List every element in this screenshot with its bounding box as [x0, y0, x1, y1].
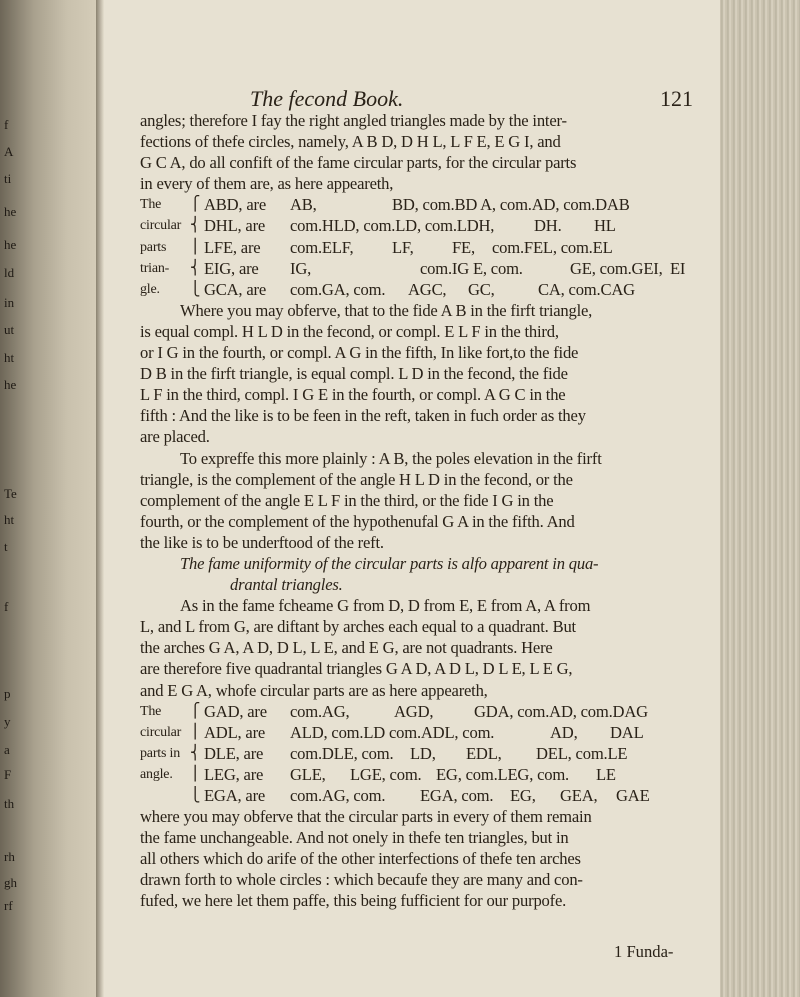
table-cell: EDL, [466, 743, 502, 763]
table-cell: com.HLD, com.LD, com.LDH, [290, 216, 495, 236]
table-cell: AGC, [408, 279, 447, 299]
table-cell: GDA, com.AD, com.DAG [474, 701, 648, 721]
text-line: the fame unchangeable. And not onely in thefe ten triangles, but in [140, 828, 569, 848]
table-cell: LF, [392, 237, 414, 257]
margin-fragment: rf [4, 898, 13, 913]
table-cell: AD, [550, 722, 578, 742]
table-cell: ADL, are [204, 722, 266, 742]
table-cell: GAD, are [204, 701, 267, 721]
table-cell: IG, [290, 258, 312, 278]
table-cell: DLE, are [204, 743, 264, 763]
text-line: To expreffe this more plainly : A B, the poles elevation in the firft [180, 448, 602, 468]
margin-fragment: Te [4, 486, 17, 501]
margin-fragment: th [4, 796, 15, 811]
text-line: fourth, or the complement of the hypothenufal G A in the fifth. And [140, 511, 575, 531]
text-line: is equal compl. H L D in the fecond, or compl. E L F in the third, [140, 321, 559, 341]
table-label: The [140, 197, 162, 213]
table-cell: GCA, are [204, 279, 266, 299]
margin-fragment: he [4, 237, 17, 252]
circular-parts-table-1 [140, 194, 700, 299]
table-label: trian- [140, 260, 170, 276]
table-label: parts [140, 239, 167, 255]
text-line: L, and L from G, are diftant by arches each equal to a quadrant. But [140, 617, 576, 637]
text-line: the arches G A, A D, D L, L E, and E G, are not quadrants. Here [140, 638, 553, 658]
text-line: fufed, we here let them paffe, this being fufficient for our purpofe. [140, 891, 567, 911]
margin-fragment: F [4, 767, 12, 782]
text-line: drawn forth to whole circles : which becaufe they are many and con- [140, 870, 583, 890]
table-label: circular [140, 218, 182, 234]
margin-fragment: ht [4, 512, 15, 527]
table-cell: com.DLE, com. [290, 743, 394, 763]
margin-fragment: ht [4, 350, 15, 365]
table-label: gle. [140, 281, 160, 297]
text-line: G C A, do all confift of the fame circular parts, for the circular parts [140, 153, 577, 173]
table-cell: GE, com.GEI, [570, 258, 663, 278]
table-row [140, 764, 700, 785]
table-cell: FE, [452, 237, 475, 257]
text-line: all others which do arife of the other interfections of thefe ten arches [140, 849, 581, 869]
text-line: in every of them are, as here appeareth, [140, 174, 394, 194]
text-line: where you may obferve that the circular parts in every of them remain [140, 807, 592, 827]
table-row [140, 785, 700, 806]
brace: ⎨ [190, 260, 201, 276]
table-cell: CA, com.CAG [538, 279, 635, 299]
table-label: parts in [140, 745, 181, 761]
table-cell: ALD, com.LD com.ADL, com. [290, 722, 495, 742]
table-cell: DHL, are [204, 216, 266, 236]
table-cell: com.IG E, com. [420, 258, 523, 278]
text-line: The fame uniformity of the circular parts is alfo apparent in qua- [180, 553, 599, 573]
page-number: 121 [660, 86, 693, 111]
table-row [140, 722, 700, 743]
table-cell: ABD, are [204, 195, 266, 215]
margin-fragment: A [4, 144, 14, 159]
table-cell: DH. [534, 216, 562, 236]
table-row [140, 215, 700, 236]
table-cell: GEA, [560, 786, 598, 805]
catchword: 1 Funda- [614, 942, 674, 961]
table-row [140, 258, 700, 279]
brace: ⎧ [190, 703, 201, 719]
table-cell: EIG, are [204, 258, 259, 278]
margin-fragment: f [4, 117, 9, 132]
text-line: triangle, is the complement of the angle H L D in the fecond, or the [140, 469, 573, 489]
table-cell: LGE, com. [350, 764, 422, 784]
brace: ⎪ [190, 766, 201, 782]
table-label: circular [140, 724, 182, 740]
table-label [140, 785, 190, 806]
table-cell: com.AG, [290, 701, 350, 721]
brace: ⎪ [190, 239, 201, 255]
margin-fragment: in [4, 295, 15, 310]
text-line: angles; therefore I fay the right angled triangles made by the inter- [140, 111, 567, 130]
text-line: and E G A, whofe circular parts are as here appeareth, [140, 680, 488, 700]
table-cell: EG, [510, 786, 536, 805]
page-edges [720, 0, 800, 997]
margin-fragment: he [4, 204, 17, 219]
margin-fragment: f [4, 599, 9, 614]
text-line: fifth : And the like is to be feen in the reft, taken in fuch order as they [140, 406, 586, 426]
table-cell: AB, [290, 195, 317, 215]
text-line: or I G in the fourth, or compl. A G in the fifth, In like fort,to the fide [140, 343, 579, 363]
table-cell: BD, com.BD A, com.AD, com.DAB [392, 195, 630, 215]
text-line: As in the fame fcheame G from D, D from E, E from A, A from [180, 596, 591, 616]
running-head: The fecond Book. [250, 86, 404, 111]
brace: ⎪ [190, 724, 201, 740]
table-cell: com.AG, com. [290, 786, 386, 805]
table-cell: HL [594, 216, 616, 236]
text-line: are therefore five quadrantal triangles G A D, A D L, D L E, L E G, [140, 659, 573, 679]
table-cell: com.FEL, com.EL [492, 237, 613, 257]
table-cell: GAE [616, 786, 650, 805]
left-facing-page-edge [0, 0, 96, 997]
margin-fragment: t [4, 539, 8, 554]
text-line: Where you may obferve, that to the fide A B in the firft triangle, [180, 300, 593, 320]
table-label: angle. [140, 766, 173, 782]
table-cell: EGA, com. [420, 786, 494, 805]
margin-fragment: gh [4, 875, 17, 890]
table-cell: EG, com.LEG, com. [436, 764, 570, 784]
table-cell: com.GA, com. [290, 279, 386, 299]
table-row [140, 743, 700, 764]
brace: ⎧ [190, 197, 201, 213]
text-line: drantal triangles. [230, 575, 343, 595]
text-line: D B in the firft triangle, is equal compl. L D in the fecond, the fide [140, 364, 568, 384]
text-line: fections of thefe circles, namely, A B D, D H L, L F E, E G I, and [140, 132, 561, 152]
margin-fragment: a [4, 742, 10, 757]
table-cell: EI [670, 258, 686, 278]
table-cell: GLE, [290, 764, 326, 784]
table-row [140, 701, 700, 722]
margin-fragment: he [4, 377, 17, 392]
table-cell: EGA, are [204, 786, 266, 805]
table-label: The [140, 703, 162, 719]
book-spine [96, 0, 104, 997]
table-cell: GC, [468, 279, 495, 299]
brace: ⎩ [190, 281, 201, 297]
table-row [140, 194, 700, 215]
margin-fragment: ld [4, 265, 15, 280]
brace: ⎨ [190, 218, 201, 234]
text-line: the like is to be underftood of the reft. [140, 532, 384, 552]
margin-fragment: p [4, 686, 11, 701]
margin-fragment: rh [4, 849, 15, 864]
margin-fragment: ut [4, 322, 15, 337]
table-cell: com.ELF, [290, 237, 354, 257]
table-cell: LD, [410, 743, 436, 763]
brace: ⎨ [190, 745, 201, 761]
margin-fragment: y [4, 714, 11, 729]
table-cell: LE [596, 764, 616, 784]
table-row [140, 237, 700, 258]
table-row [140, 279, 700, 300]
table-cell: DAL [610, 722, 644, 742]
brace: ⎩ [190, 788, 201, 803]
table-cell: LEG, are [204, 764, 264, 784]
table-cell: AGD, [394, 701, 434, 721]
text-line: are placed. [140, 427, 210, 447]
table-cell: LFE, are [204, 237, 261, 257]
margin-fragment: ti [4, 171, 12, 186]
table-cell: DEL, com.LE [536, 743, 628, 763]
text-line: L F in the third, compl. I G E in the fourth, or compl. A G C in the [140, 385, 566, 405]
text-line: complement of the angle E L F in the third, or the fide I G in the [140, 490, 554, 510]
circular-parts-table-2 [140, 701, 700, 806]
body-text [140, 110, 700, 912]
